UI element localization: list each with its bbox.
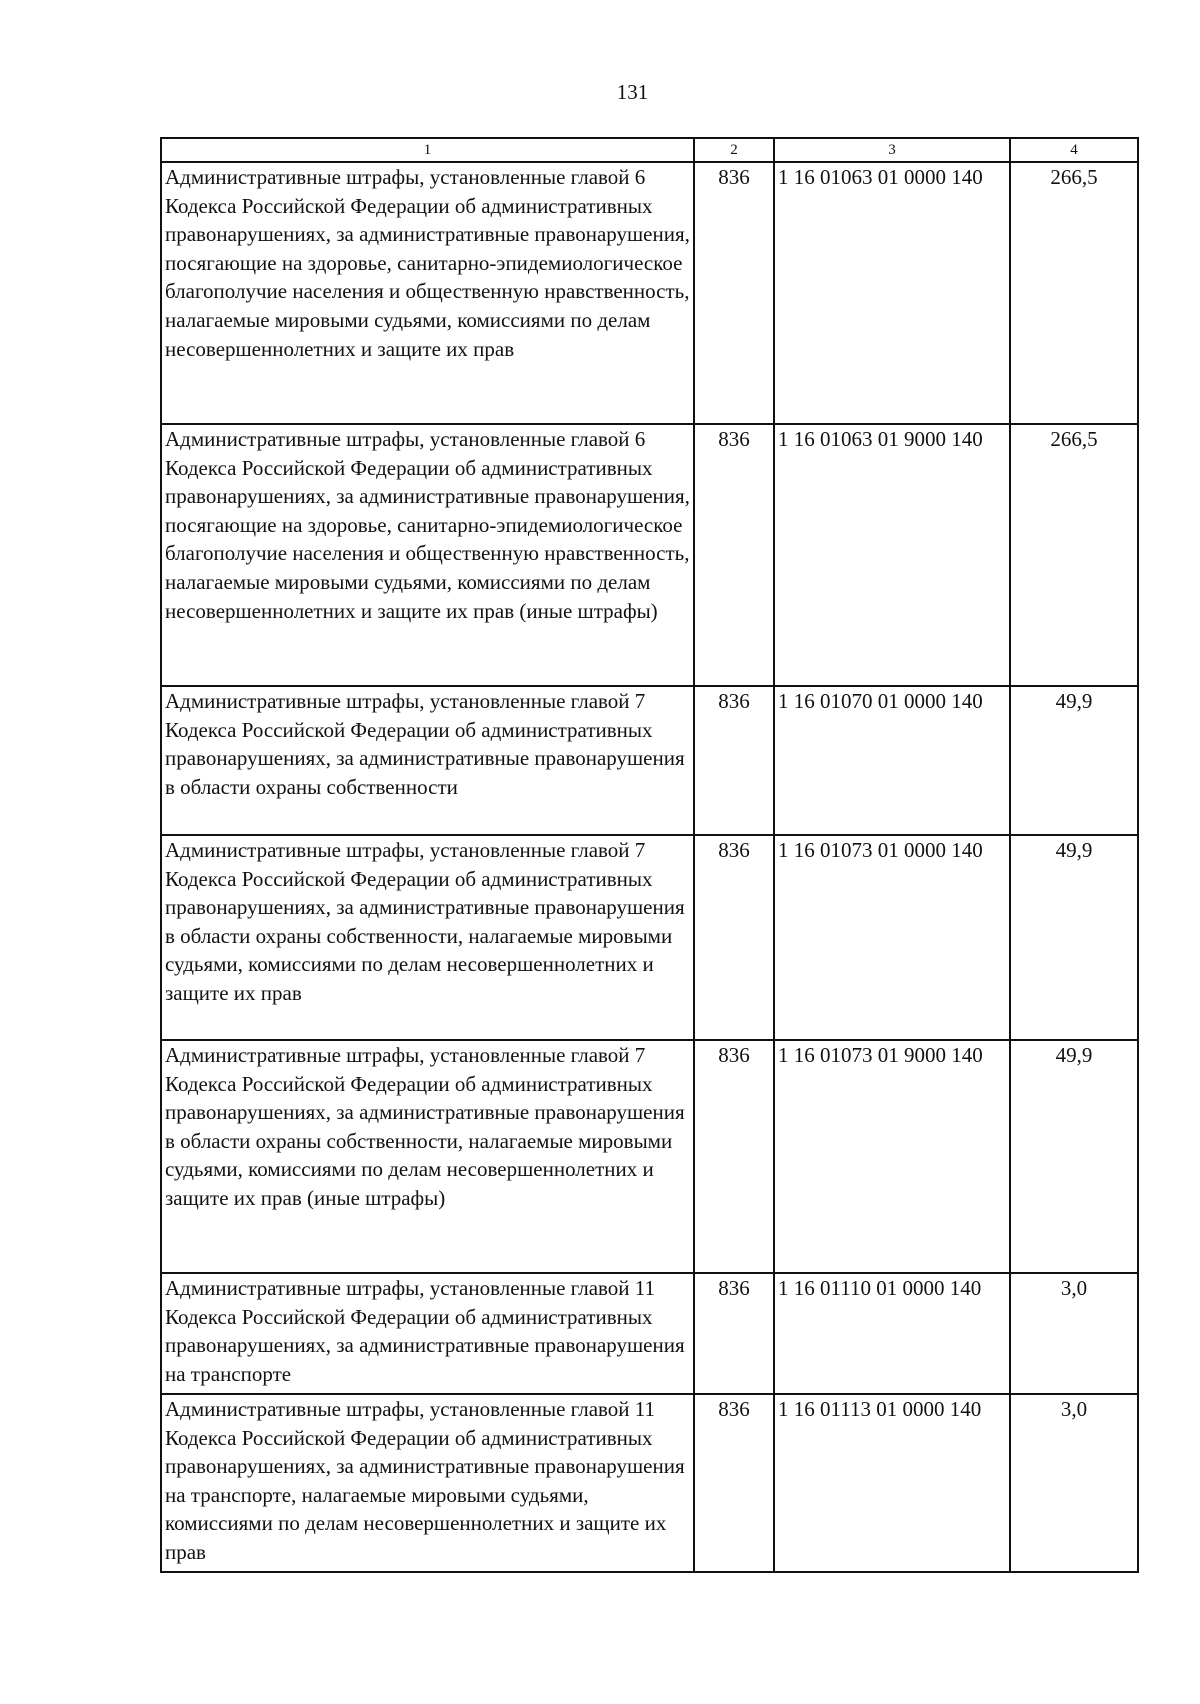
administrator-code: 836 [694, 1394, 774, 1572]
table-row [161, 1394, 1138, 1572]
budget-classification-code: 1 16 01110 01 0000 140 [774, 1273, 1010, 1394]
administrator-code: 836 [694, 1273, 774, 1394]
amount-value: 49,9 [1010, 686, 1138, 835]
column-header-2: 2 [694, 138, 774, 162]
table-row [161, 162, 1138, 424]
amount-value: 266,5 [1010, 162, 1138, 424]
column-header-4: 4 [1010, 138, 1138, 162]
fine-description: Административные штрафы, установленные главой 7 Кодекса Российской Федерации об административных правонарушениях, за административные правонарушения в области охраны собственности, налагаемые мировыми судьями, комиссиями по делам несовершеннолетних и защите их прав (иные штрафы) [161, 1040, 694, 1273]
budget-classification-code: 1 16 01113 01 0000 140 [774, 1394, 1010, 1572]
page-number: 131 [616, 80, 649, 104]
administrator-code: 836 [694, 162, 774, 424]
fine-description: Административные штрафы, установленные главой 7 Кодекса Российской Федерации об административных правонарушениях, за административные правонарушения в области охраны собственности [161, 686, 694, 835]
fine-description: Административные штрафы, установленные главой 7 Кодекса Российской Федерации об административных правонарушениях, за административные правонарушения в области охраны собственности, налагаемые мировыми судьями, комиссиями по делам несовершеннолетних и защите их прав [161, 835, 694, 1040]
budget-classification-code: 1 16 01063 01 0000 140 [774, 162, 1010, 424]
fine-description: Административные штрафы, установленные главой 6 Кодекса Российской Федерации об административных правонарушениях, за административные правонарушения, посягающие на здоровье, санитарно-эпидемиологическое благополучие населения и общественную нравственность, налагаемые мировыми судьями, комиссиями по делам несовершеннолетних и защите их прав (иные штрафы) [161, 424, 694, 686]
amount-value: 3,0 [1010, 1394, 1138, 1572]
fees-table [160, 137, 1139, 1573]
budget-classification-code: 1 16 01070 01 0000 140 [774, 686, 1010, 835]
table-row [161, 424, 1138, 686]
amount-value: 49,9 [1010, 835, 1138, 1040]
amount-value: 49,9 [1010, 1040, 1138, 1273]
column-header-3: 3 [774, 138, 1010, 162]
table-row [161, 835, 1138, 1040]
administrator-code: 836 [694, 424, 774, 686]
administrator-code: 836 [694, 686, 774, 835]
amount-value: 3,0 [1010, 1273, 1138, 1394]
administrator-code: 836 [694, 835, 774, 1040]
budget-classification-code: 1 16 01073 01 0000 140 [774, 835, 1010, 1040]
fine-description: Административные штрафы, установленные главой 6 Кодекса Российской Федерации об административных правонарушениях, за административные правонарушения, посягающие на здоровье, санитарно-эпидемиологическое благополучие населения и общественную нравственность, налагаемые мировыми судьями, комиссиями по делам несовершеннолетних и защите их прав [161, 162, 694, 424]
header-row [161, 138, 1138, 162]
fine-description: Административные штрафы, установленные главой 11 Кодекса Российской Федерации об административных правонарушениях, за административные правонарушения на транспорте, налагаемые мировыми судьями, комиссиями по делам несовершеннолетних и защите их прав [161, 1394, 694, 1572]
table-row [161, 686, 1138, 835]
budget-classification-code: 1 16 01073 01 9000 140 [774, 1040, 1010, 1273]
fine-description: Административные штрафы, установленные главой 11 Кодекса Российской Федерации об административных правонарушениях, за административные правонарушения на транспорте [161, 1273, 694, 1394]
administrator-code: 836 [694, 1040, 774, 1273]
column-header-1: 1 [161, 138, 694, 162]
budget-classification-code: 1 16 01063 01 9000 140 [774, 424, 1010, 686]
amount-value: 266,5 [1010, 424, 1138, 686]
table-row [161, 1273, 1138, 1394]
table-row [161, 1040, 1138, 1273]
